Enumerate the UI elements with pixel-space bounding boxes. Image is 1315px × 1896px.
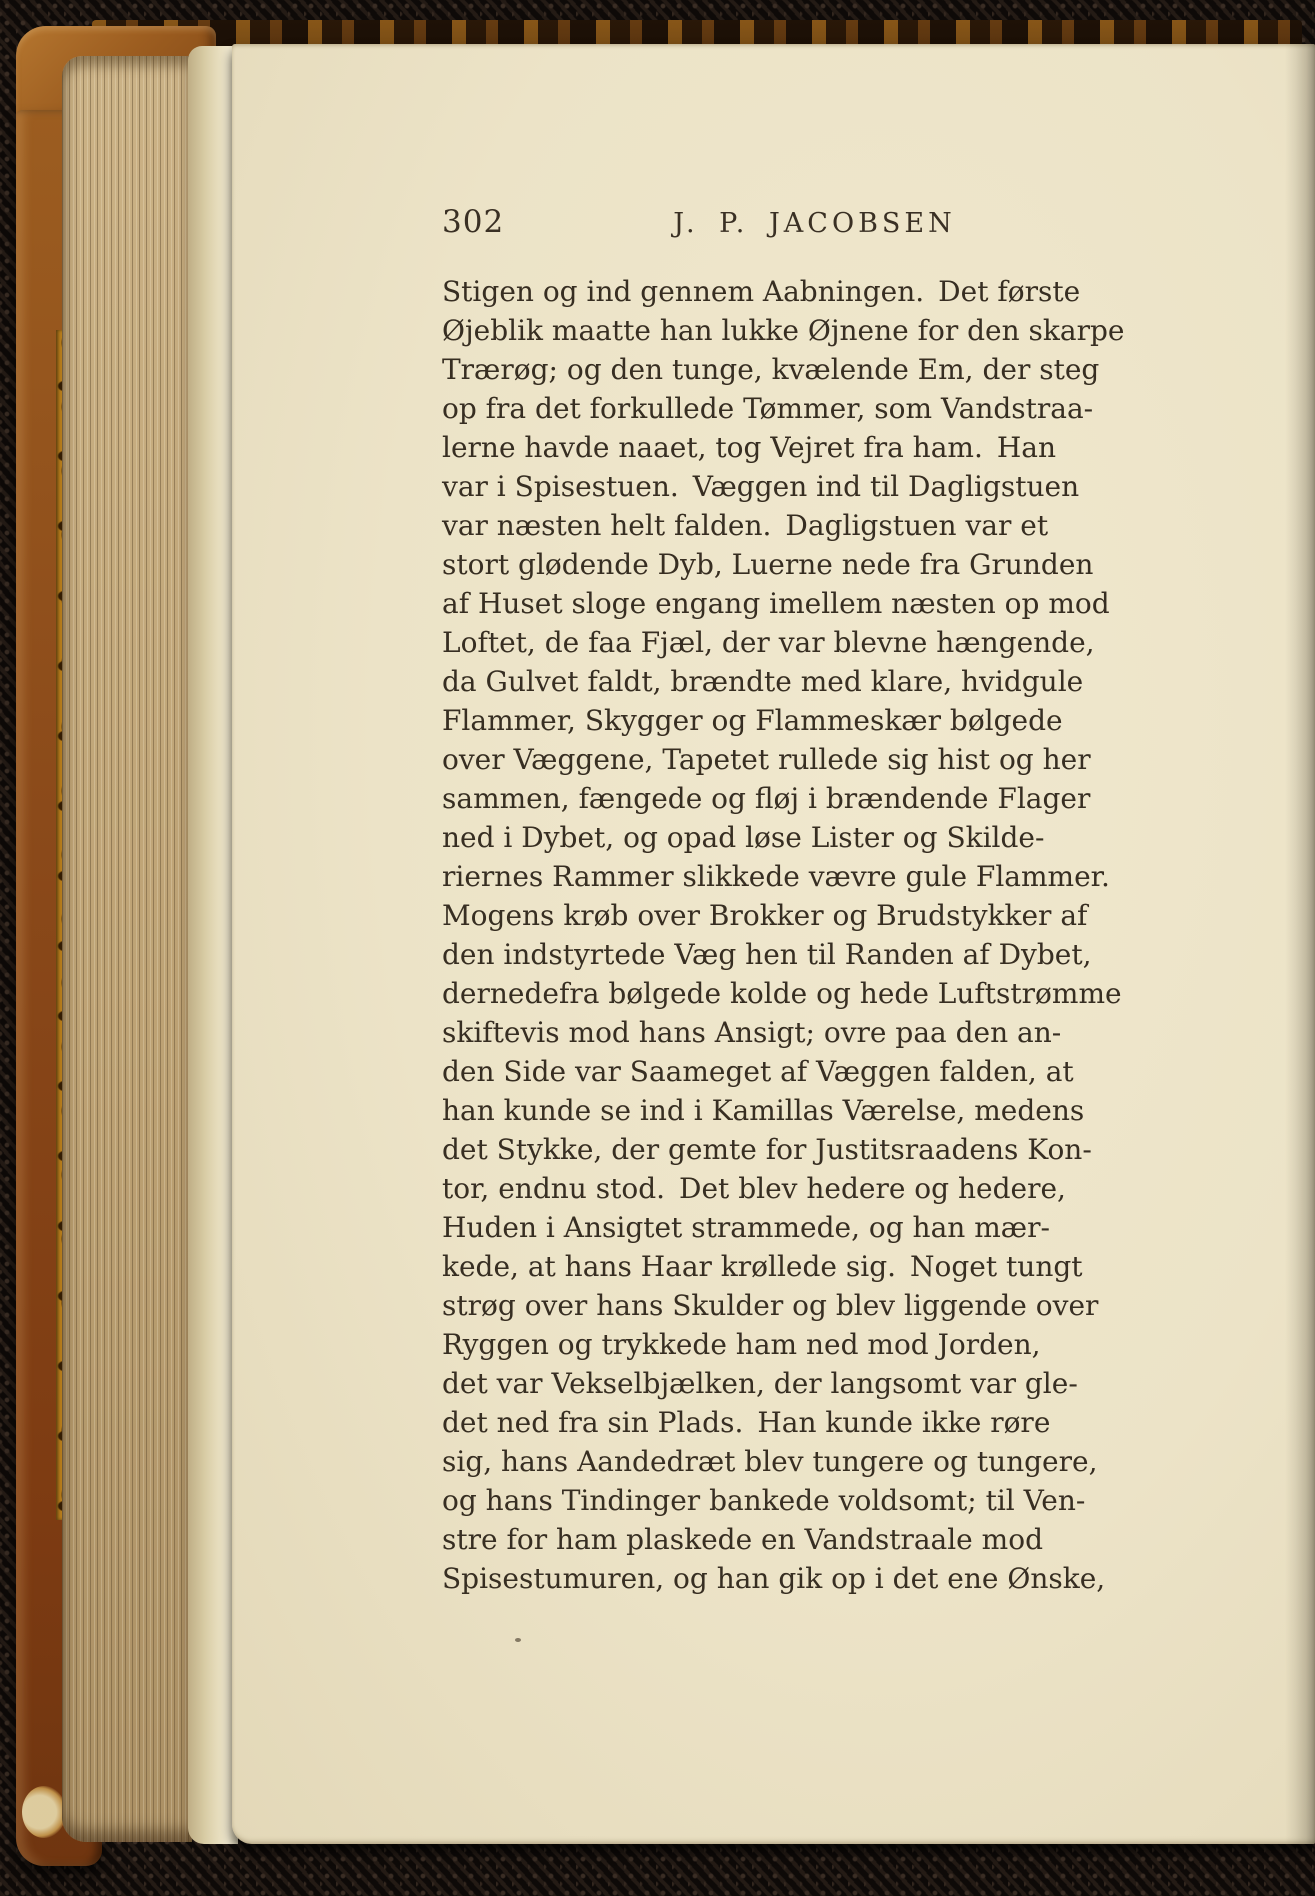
text-line: skiftevis mod hans Ansigt; ovre paa den an- [442, 1016, 1062, 1049]
text-line: Øjeblik maatte han lukke Øjnene for den skarpe [442, 314, 1125, 347]
text-line: han kunde se ind i Kamillas Værelse, medens [442, 1094, 1085, 1127]
text-line: var i Spisestuen. Væggen ind til Dagligstuen [442, 470, 1080, 503]
text-line: af Huset sloge engang imellem næsten op mod [442, 587, 1110, 620]
text-line: sammen, fængede og fløj i brændende Flager [442, 782, 1091, 815]
text-line: sig, hans Aandedræt blev tungere og tungere, [442, 1445, 1098, 1478]
text-line: kede, at hans Haar krøllede sig. Noget tungt [442, 1250, 1083, 1283]
running-header [442, 202, 1187, 242]
running-header-author: J. P. JACOBSEN [673, 208, 956, 239]
text-line: lerne havde naaet, tog Vejret fra ham. Han [442, 431, 1057, 464]
text-line: Ryggen og trykkede ham ned mod Jorden, [442, 1328, 1041, 1361]
text-line: da Gulvet faldt, brændte med klare, hvidgule [442, 665, 1084, 698]
text-line: var næsten helt falden. Dagligstuen var et [442, 509, 1049, 542]
text-line: op fra det forkullede Tømmer, som Vandstraa- [442, 392, 1094, 425]
text-line: den indstyrtede Væg hen til Randen af Dybet, [442, 938, 1092, 971]
book-cover-top-edge [92, 20, 1302, 46]
text-line: dernedefra bølgede kolde og hede Luftstrømme [442, 977, 1122, 1010]
text-line: stre for ham plaskede en Vandstraale mod [442, 1523, 1043, 1556]
page-block-fore-edge [62, 56, 192, 1842]
text-line: ned i Dybet, og opad løse Lister og Skilde- [442, 821, 1045, 854]
text-line: Stigen og ind gennem Aabningen. Det første [442, 275, 1081, 308]
page-number: 302 [442, 204, 505, 240]
text-line: Huden i Ansigtet strammede, og han mær- [442, 1211, 1050, 1244]
text-line: Trærøg; og den tunge, kvælende Em, der steg [442, 353, 1100, 386]
open-book-page [232, 44, 1315, 1844]
text-line: og hans Tindinger bankede voldsomt; til Ven- [442, 1484, 1086, 1517]
text-block [442, 272, 1187, 1598]
text-line: den Side var Saameget af Væggen falden, at [442, 1055, 1074, 1088]
text-line: det ned fra sin Plads. Han kunde ikke røre [442, 1406, 1051, 1439]
text-line: tor, endnu stod. Det blev hedere og hedere, [442, 1172, 1066, 1205]
text-line: Flammer, Skygger og Flammeskær bølgede [442, 704, 1063, 737]
ink-speck [515, 1638, 521, 1642]
inner-page-edge [188, 46, 238, 1844]
text-line: strøg over hans Skulder og blev liggende over [442, 1289, 1099, 1322]
text-line: Spisestumuren, og han gik op i det ene Ønske, [442, 1562, 1106, 1595]
text-line: stort glødende Dyb, Luerne nede fra Grunden [442, 548, 1094, 581]
text-line: Loftet, de faa Fjæl, der var blevne hængende, [442, 626, 1095, 659]
text-line: over Væggene, Tapetet rullede sig hist og her [442, 743, 1091, 776]
text-line: det Stykke, der gemte for Justitsraadens Kon- [442, 1133, 1092, 1166]
text-line: det var Vekselbjælken, der langsomt var gle- [442, 1367, 1078, 1400]
gutter-shadow [1285, 44, 1315, 1844]
worn-leather-chip [22, 1786, 66, 1838]
text-line: riernes Rammer slikkede vævre gule Flammer. [442, 860, 1110, 893]
text-line: Mogens krøb over Brokker og Brudstykker af [442, 899, 1088, 932]
